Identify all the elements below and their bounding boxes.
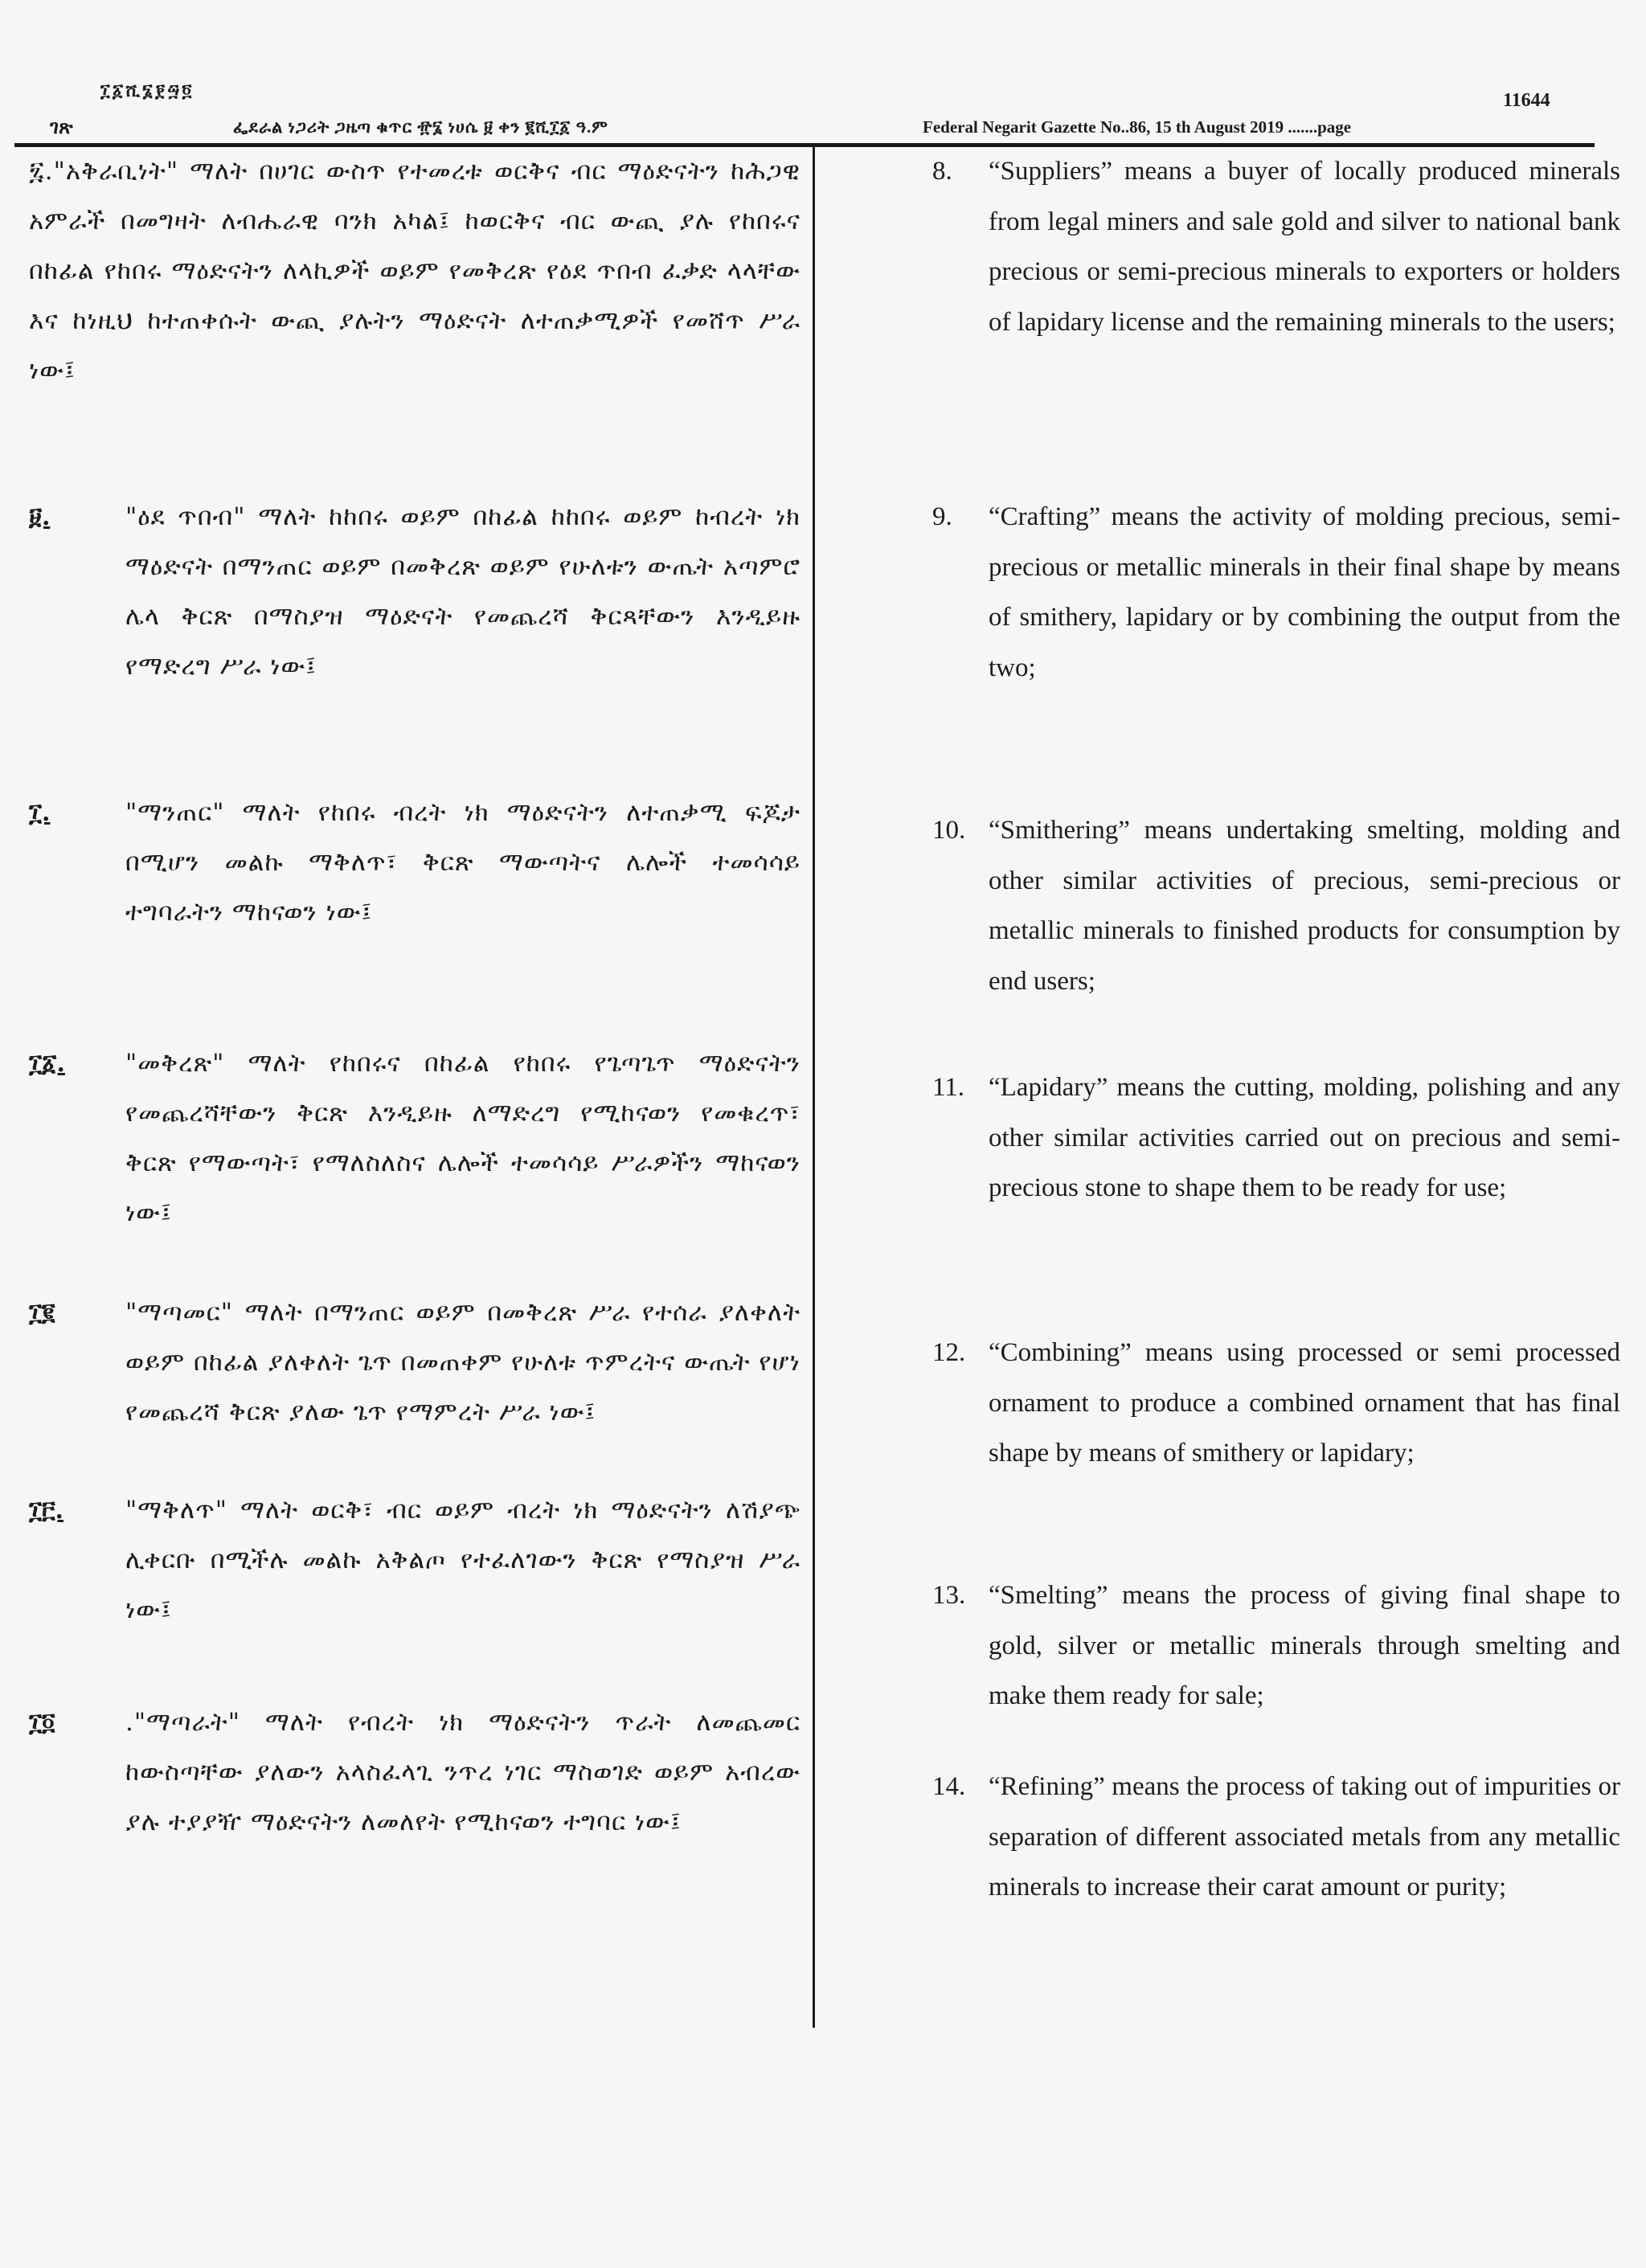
english-definition-text: “Smithering” means undertaking smelting, molding and other similar activities of precious, semi-precious or metallic minerals to finished products for consumption by end users; bbox=[989, 816, 1620, 996]
amharic-definition-8 bbox=[29, 146, 800, 395]
amharic-definition-text: ."ማጣራት" ማለት የብረት ነክ ማዕድናትን ጥራት ለመጨመር ከውስጣቸው ያለውን አላስፈላጊ ንጥረ ነገር ማስወገድ ወይም አብረው ያሉ ተያያዥ ማዕድናትን ለመለየት የሚከናወን ተግባር ነው፤ bbox=[125, 1708, 800, 1836]
english-definition-number: 13. bbox=[932, 1581, 966, 1610]
amharic-definition-text: ፯."አቅራቢነት" ማለት በሀገር ውስጥ የተመረቱ ወርቅና ብር ማዕድናትን ከሕጋዊ አምራች በመግዛት ለብሔራዊ ባንክ አካል፤ ከወርቅና ብር ውጪ ያሉ የከበሩና በከፊል የከበሩ ማዕድናትን ለላኪዎች ወይም የመቅረጽ የዕደ ጥበብ ፈቃድ ላላቸው እና ከነዚህ ከተጠቀሱት ውጪ ያሉትን ማዕድናት ለተጠቃሚዎች የመሸጥ ሥራ ነው፤ bbox=[29, 157, 800, 385]
english-definition-number: 10. bbox=[932, 816, 966, 845]
english-definition-11 bbox=[932, 1062, 1620, 1214]
amharic-definition-11 bbox=[29, 1038, 800, 1238]
english-definition-text: “Crafting” means the activity of molding precious, semi-precious or metallic minerals in their final shape by means of smithery, lapidary or by combining the output from the two; bbox=[989, 502, 1620, 682]
amharic-definition-14 bbox=[29, 1697, 800, 1847]
amharic-definition-number: ፲፬ bbox=[29, 1709, 55, 1737]
amharic-definition-text: "ማንጠር" ማለት የከበሩ ብረት ነክ ማዕድናትን ለተጠቃሚ ፍጆታ በሚሆን መልኩ ማቅለጥ፣ ቅርጽ ማውጣትና ሌሎች ተመሳሳይ ተግባራትን ማከናወን ነው፤ bbox=[125, 798, 800, 927]
english-definition-number: 11. bbox=[932, 1073, 965, 1102]
english-definition-13 bbox=[932, 1570, 1620, 1721]
english-definition-text: “Combining” means using processed or semi processed ornament to produce a combined ornament that has final shape by means of smithery or lapidary; bbox=[989, 1338, 1620, 1468]
english-definition-8 bbox=[932, 146, 1620, 347]
amharic-definition-number: ፲፩. bbox=[29, 1050, 65, 1078]
amharic-definition-9 bbox=[29, 492, 800, 691]
english-definition-text: “Lapidary” means the cutting, molding, polishing and any other similar activities carried out on precious and semi-precious stone to shape them to be ready for use; bbox=[989, 1073, 1620, 1202]
english-definition-9 bbox=[932, 492, 1620, 693]
gazette-page: ፲፩ሺ፮፻፵፬ ገጽ ፌደራል ነጋሪት ጋዜጣ ቁጥር ፹፮ ነሀሴ ፱ ቀን ፪ሺ፲፩ ዓ.ም Federal Negarit Gazette No..86, 15 th August 2019 .......page 11644 ፯."አቅራቢነት" ማለት በሀገር ውስጥ የተመረቱ ወርቅና ብር ማዕድናትን ከሕጋዊ አምራች በመግዛት ለብሔራዊ ባንክ አካል፤ ከወርቅና ብር ውጪ ያሉ የከበሩና በከፊል የከበሩ ማዕድናትን ለላኪዎች ወይም የመቅረጽ የዕደ ጥበብ ፈቃድ ላላቸው እና ከነዚህ ከተጠቀሱት ውጪ ያሉትን ማዕድናት ለተጠቃሚዎች የመሸጥ ሥራ ነው፤ ፱. "ዕደ ጥበብ" ማለት ከከበሩ ወይም በከፊል ከከበሩ ወይም ከብረት ነክ ማዕድናት በማንጠር ወይም በመቅረጽ ወይም የሁለቱን ውጤት አጣምሮ ሌላ ቅርጽ በማስያዝ ማዕድናት የመጨረሻ ቅርጻቸውን እንዲይዙ የማድረግ ሥራ ነው፤ ፲. "ማንጠር" ማለት የከበሩ ብረት ነክ ማዕድናትን ለተጠቃሚ ፍጆታ በሚሆን መልኩ ማቅለጥ፣ ቅርጽ ማውጣትና ሌሎች ተመሳሳይ ተግባራትን ማከናወን ነው፤ ፲፩. "መቅረጽ" ማለት የከበሩና በከፊል የከበሩ የጌጣጌጥ ማዕድናትን የመጨረሻቸውን ቅርጽ እንዲይዙ ለማድረግ የሚከናወን የመቁረጥ፣ ቅርጽ የማውጣት፣ የማለስለስና ሌሎች ተመሳሳይ ሥራዎችን ማከናወን ነው፤ ፲፪ "ማጣመር" ማለት በማንጠር ወይም በመቅረጽ ሥራ የተሰራ ያለቀለት ወይም በከፊል ያለቀለት ጌጥ በመጠቀም የሁለቱ ጥምረትና ውጤት የሆነ የመጨረሻ ቅርጽ ያለው ጌጥ የማምረት ሥራ ነው፤ ፲፫. "ማቅለጥ" ማለት ወርቅ፣ ብር ወይም ብረት ነክ ማዕድናትን ለሽያጭ ሊቀርቡ በሚችሉ መልኩ አቅልጦ የተፈለገውን ቅርጽ የማስያዝ ሥራ ነው፤ ፲፬ ."ማጣራት" ማለት የብረት ነክ ማዕድናትን ጥራት ለመጨመር ከውስጣቸው ያለውን አላስፈላጊ ንጥረ ነገር ማስወገድ ወይም አብረው ያሉ ተያያዥ ማዕድናትን ለመለየት የሚከናወን ተግባር ነው፤ 8. “Suppliers” means a buyer of locally produced minerals from legal miners and sale gold and silver to national bank precious or semi-precious minerals to exporters or holders of lapidary license and the remaining minerals to the users; 9. “Crafting” means the activity of molding precious, semi-precious or metallic minerals in their final shape by means of smithery, lapidary or by combining the output from the two; 10. “Smithering” means undertaking smelting, molding and other similar activities of precious, semi-precious or metallic minerals to finished products for consumption by end users; 11. “Lapidary” means the cutting, molding, polishing and any other similar activities carried out on precious and semi-precious stone to shape them to be ready for use; 12. “Combining” means using processed or semi processed ornament to produce a combined ornament that has final shape by means of smithery or lapidary; 13. “Smelting” means the process of giving final shape to gold, silver or metallic minerals through smelting and make them ready for sale; 14. “Refining” means the process of taking out of impurities or separation of different associated metals from any metallic minerals to increase their carat amount or purity; bbox=[0, 0, 1646, 2268]
amharic-definition-number: ፲. bbox=[29, 799, 51, 827]
amharic-definition-text: "ማጣመር" ማለት በማንጠር ወይም በመቅረጽ ሥራ የተሰራ ያለቀለት ወይም በከፊል ያለቀለት ጌጥ በመጠቀም የሁለቱ ጥምረትና ውጤት የሆነ የመጨረሻ ቅርጽ ያለው ጌጥ የማምረት ሥራ ነው፤ bbox=[125, 1298, 800, 1427]
amharic-definition-text: "ማቅለጥ" ማለት ወርቅ፣ ብር ወይም ብረት ነክ ማዕድናትን ለሽያጭ ሊቀርቡ በሚችሉ መልኩ አቅልጦ የተፈለገውን ቅርጽ የማስያዝ ሥራ ነው፤ bbox=[125, 1496, 800, 1624]
english-definition-12 bbox=[932, 1328, 1620, 1479]
english-definition-text: “Smelting” means the process of giving final shape to gold, silver or metallic minerals through smelting and make them ready for sale; bbox=[989, 1581, 1620, 1710]
english-definition-number: 9. bbox=[932, 502, 952, 531]
amharic-definition-number: ፲፪ bbox=[29, 1299, 55, 1327]
english-definition-number: 14. bbox=[932, 1772, 966, 1801]
amharic-definition-text: "መቅረጽ" ማለት የከበሩና በከፊል የከበሩ የጌጣጌጥ ማዕድናትን የመጨረሻቸውን ቅርጽ እንዲይዙ ለማድረግ የሚከናወን የመቁረጥ፣ ቅርጽ የማውጣት፣ የማለስለስና ሌሎች ተመሳሳይ ሥራዎችን ማከናወን ነው፤ bbox=[125, 1049, 800, 1227]
english-definition-10 bbox=[932, 805, 1620, 1006]
amharic-definition-number: ፱. bbox=[29, 503, 51, 531]
amharic-definition-12 bbox=[29, 1288, 800, 1437]
english-definition-text: “Suppliers” means a buyer of locally produced minerals from legal miners and sale gold and silver to national bank precious or semi-precious minerals to exporters or holders of lapidary license and the remaining minerals to the users; bbox=[989, 157, 1620, 337]
amharic-definition-number: ፲፫. bbox=[29, 1496, 63, 1525]
amharic-definition-10 bbox=[29, 788, 800, 937]
english-definition-text: “Refining” means the process of taking out of impurities or separation of different associated metals from any metallic minerals to increase their carat amount or purity; bbox=[989, 1772, 1620, 1902]
amharic-definition-text: "ዕደ ጥበብ" ማለት ከከበሩ ወይም በከፊል ከከበሩ ወይም ከብረት ነክ ማዕድናት በማንጠር ወይም በመቅረጽ ወይም የሁለቱን ውጤት አጣምሮ ሌላ ቅርጽ በማስያዝ ማዕድናት የመጨረሻ ቅርጻቸውን እንዲይዙ የማድረግ ሥራ ነው፤ bbox=[125, 502, 800, 681]
column-divider bbox=[813, 147, 815, 2028]
amharic-definition-13 bbox=[29, 1485, 800, 1635]
english-definition-14 bbox=[932, 1762, 1620, 1913]
english-definition-number: 8. bbox=[932, 157, 952, 186]
english-definition-number: 12. bbox=[932, 1338, 966, 1367]
